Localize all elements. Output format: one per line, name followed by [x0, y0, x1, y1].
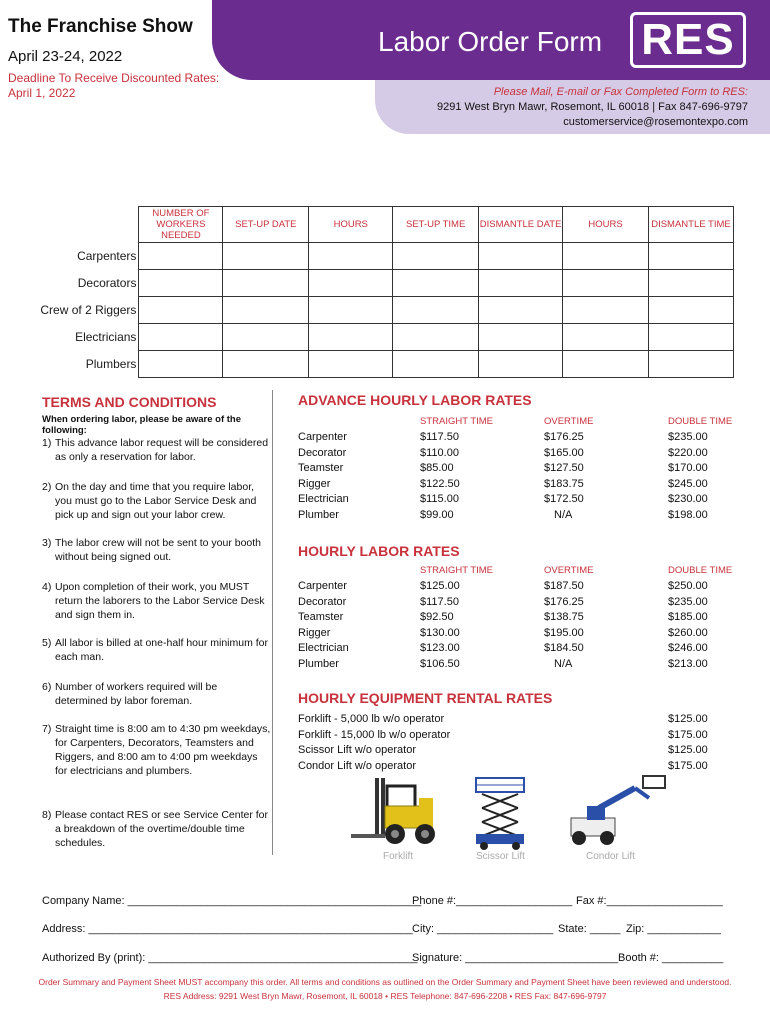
- rate-value: $110.00: [420, 446, 459, 459]
- rate-value: $198.00: [668, 508, 708, 521]
- rate-value: $122.50: [420, 477, 460, 490]
- rate-value: $230.00: [668, 493, 708, 505]
- equipment-item: Scissor Lift w/o operator: [298, 744, 416, 756]
- order-cell-input[interactable]: [393, 297, 479, 324]
- terms-title: TERMS AND CONDITIONS: [42, 394, 217, 410]
- rate-value: $187.50: [544, 580, 584, 592]
- condor-lift-caption: Condor Lift: [586, 851, 635, 862]
- order-cell-input[interactable]: [479, 351, 563, 378]
- order-cell-input[interactable]: [648, 270, 733, 297]
- rate-trade: Rigger: [298, 477, 331, 490]
- term-text: Upon completion of their work, you MUST return the laborers to the Labor Service Desk and sign them in.: [55, 581, 265, 621]
- rate-trade: Carpenter: [298, 580, 347, 592]
- term-number: 7): [42, 723, 52, 735]
- rate-value: $235.00: [668, 431, 708, 443]
- order-cell-input[interactable]: [648, 324, 733, 351]
- order-cell-input[interactable]: [393, 270, 479, 297]
- rate-value: $184.50: [544, 642, 584, 654]
- res-logo-text: RES: [641, 15, 735, 64]
- advance-rates-title: ADVANCE HOURLY LABOR RATES: [298, 392, 532, 408]
- term-number: 2): [42, 481, 52, 493]
- state-field[interactable]: State: _____: [558, 923, 621, 935]
- order-cell-input[interactable]: [479, 297, 563, 324]
- order-cell-input[interactable]: [393, 351, 479, 378]
- rate-trade: Plumber: [298, 508, 339, 521]
- rate-column-header: OVERTIME: [544, 565, 594, 576]
- order-cell-input[interactable]: [223, 351, 309, 378]
- order-cell-input[interactable]: [563, 324, 649, 351]
- rate-value: $165.00: [544, 446, 584, 459]
- equipment-price: $125.00: [668, 744, 708, 756]
- res-logo: [630, 12, 746, 68]
- equipment-price: $125.00: [668, 713, 708, 725]
- col-setup-hours: HOURS: [309, 207, 393, 243]
- order-cell-input[interactable]: [223, 297, 309, 324]
- term-text: Number of workers required will be determined by labor foreman.: [55, 681, 218, 707]
- company-name-field[interactable]: Company Name: ________________________________________________: [42, 895, 422, 907]
- rate-value: $176.25: [544, 431, 584, 443]
- labor-order-table: [38, 206, 734, 378]
- rate-value: $245.00: [668, 477, 708, 490]
- term-text: All labor is billed at one-half hour minimum for each man.: [55, 637, 269, 663]
- rate-column-header: STRAIGHT TIME: [420, 565, 494, 576]
- footer-contact: RES Address: 9291 West Bryn Mawr, Rosemont, IL 60018 • RES Telephone: 847-696-2208 • RES Fax: 847-696-9797: [163, 991, 607, 1001]
- col-dismantle-time: DISMANTLE TIME: [648, 207, 733, 243]
- hourly-rates-title: HOURLY LABOR RATES: [298, 543, 460, 559]
- rate-trade: Plumber: [298, 657, 339, 670]
- order-row: [38, 324, 734, 351]
- term-item: [42, 536, 272, 564]
- condor-lift-icon: [565, 772, 675, 852]
- rate-value: $115.00: [420, 493, 459, 505]
- rate-value: $123.00: [420, 642, 460, 654]
- terms-section: [42, 394, 272, 410]
- forklift-icon: [345, 772, 445, 852]
- order-row-label: Decorators: [38, 270, 139, 297]
- order-cell-input[interactable]: [563, 351, 649, 378]
- equipment-item: Forklift - 5,000 lb w/o operator: [298, 713, 445, 725]
- rate-trade: Electrician: [298, 493, 349, 505]
- order-cell-input[interactable]: [139, 243, 223, 270]
- rate-trade: Decorator: [298, 595, 347, 608]
- order-cell-input[interactable]: [648, 297, 733, 324]
- rate-value: $183.75: [544, 477, 584, 490]
- term-text: The labor crew will not be sent to your booth without being signed out.: [55, 537, 262, 563]
- rate-value: N/A: [554, 508, 573, 521]
- order-cell-input[interactable]: [139, 297, 223, 324]
- equipment-price: $175.00: [668, 728, 708, 741]
- term-number: 3): [42, 537, 52, 549]
- term-text: On the day and time that you require labor, you must go to the Labor Service Desk and pick up and sign out your labor crew.: [55, 481, 257, 521]
- order-cell-input[interactable]: [223, 270, 309, 297]
- order-cell-input[interactable]: [309, 270, 393, 297]
- rate-value: $106.50: [420, 657, 460, 670]
- col-dismantle-date: DISMANTLE DATE: [479, 207, 563, 243]
- order-cell-input[interactable]: [223, 243, 309, 270]
- term-item: [42, 808, 272, 850]
- col-setup-time: SET-UP TIME: [393, 207, 479, 243]
- rate-value: $172.50: [544, 493, 584, 505]
- rate-value: $127.50: [544, 462, 584, 474]
- order-cell-input[interactable]: [309, 324, 393, 351]
- order-cell-input[interactable]: [393, 324, 479, 351]
- order-cell-input[interactable]: [479, 243, 563, 270]
- rate-column-header: STRAIGHT TIME: [420, 416, 494, 427]
- order-row-label: Carpenters: [38, 243, 139, 270]
- city-field[interactable]: City: ___________________: [412, 923, 554, 935]
- rate-value: $176.25: [544, 595, 584, 608]
- order-row: [38, 297, 734, 324]
- rate-trade: Teamster: [298, 462, 344, 474]
- term-number: 8): [42, 809, 52, 821]
- scissor-lift-icon: [470, 774, 530, 852]
- term-item: [42, 580, 272, 622]
- rate-trade: Electrician: [298, 642, 349, 654]
- term-item: [42, 436, 272, 464]
- booth-field[interactable]: Booth #: __________: [618, 952, 724, 964]
- order-cell-input[interactable]: [223, 324, 309, 351]
- rate-value: $250.00: [668, 580, 708, 592]
- term-text: Straight time is 8:00 am to 4:30 pm weekdays, for Carpenters, Decorators, Teamsters and Riggers, and 8:00 am to 4:00 pm weekdays for electricians and plumbers.: [55, 723, 271, 777]
- rate-value: $213.00: [668, 657, 708, 670]
- equipment-item: Forklift - 15,000 lb w/o operator: [298, 728, 451, 741]
- signature-field[interactable]: Signature: _________________________: [412, 952, 619, 964]
- rate-value: $117.50: [420, 595, 459, 608]
- equipment-item: Condor Lift w/o operator: [298, 759, 417, 772]
- order-cell-input[interactable]: [563, 270, 649, 297]
- rate-value: $220.00: [668, 446, 708, 459]
- rate-value: $185.00: [668, 611, 708, 623]
- terms-divider: [272, 390, 273, 855]
- order-cell-input[interactable]: [139, 324, 223, 351]
- rate-trade: Carpenter: [298, 431, 347, 443]
- rate-value: $125.00: [420, 580, 460, 592]
- term-text: This advance labor request will be considered as only a reservation for labor.: [55, 437, 269, 463]
- forklift-caption: Forklift: [383, 851, 413, 862]
- rate-column-header: DOUBLE TIME: [668, 416, 733, 427]
- order-row: [38, 270, 734, 297]
- fax-field[interactable]: Fax #:___________________: [576, 895, 723, 907]
- rate-column-header: DOUBLE TIME: [668, 565, 733, 576]
- rate-value: N/A: [554, 657, 573, 670]
- term-item: [42, 680, 272, 708]
- rate-value: $117.50: [420, 431, 459, 443]
- term-number: 4): [42, 581, 52, 593]
- rate-trade: Rigger: [298, 626, 331, 639]
- term-item: [42, 480, 272, 522]
- order-table-header: [38, 207, 734, 243]
- order-row: [38, 243, 734, 270]
- rate-trade: Decorator: [298, 446, 347, 459]
- contact-email: customerservice@rosemontexpo.com: [563, 116, 748, 128]
- show-title: The Franchise Show: [8, 16, 193, 37]
- rate-column-header: OVERTIME: [544, 416, 594, 427]
- phone-field[interactable]: Phone #:___________________: [412, 895, 573, 907]
- order-cell-input[interactable]: [479, 270, 563, 297]
- rate-trade: Teamster: [298, 611, 344, 623]
- contact-address: 9291 West Bryn Mawr, Rosemont, IL 60018 | Fax 847-696-9797: [436, 101, 748, 113]
- rate-value: $170.00: [668, 462, 708, 474]
- rate-value: $99.00: [420, 508, 454, 521]
- order-cell-input[interactable]: [393, 243, 479, 270]
- term-item: [42, 636, 272, 664]
- order-cell-input[interactable]: [563, 297, 649, 324]
- order-cell-input[interactable]: [648, 351, 733, 378]
- rate-value: $130.00: [420, 626, 460, 639]
- order-cell-input[interactable]: [648, 243, 733, 270]
- col-dismantle-hours: HOURS: [563, 207, 649, 243]
- order-cell-input[interactable]: [563, 243, 649, 270]
- rate-value: $235.00: [668, 595, 708, 608]
- deadline-note: [8, 71, 248, 101]
- rate-value: $92.50: [420, 611, 454, 623]
- show-date: April 23-24, 2022: [8, 48, 123, 65]
- rate-value: $260.00: [668, 626, 708, 639]
- rate-value: $85.00: [420, 462, 454, 474]
- term-item: [42, 722, 272, 778]
- form-title: Labor Order Form: [378, 26, 603, 57]
- zip-field[interactable]: Zip: ____________: [626, 923, 721, 935]
- order-row-label: Crew of 2 Riggers: [38, 297, 139, 324]
- term-number: 6): [42, 681, 52, 693]
- order-cell-input[interactable]: [309, 351, 393, 378]
- term-text: Please contact RES or see Service Center for a breakdown of the overtime/double time schedules.: [55, 809, 269, 849]
- order-row-label: Electricians: [38, 324, 139, 351]
- term-number: 5): [42, 637, 52, 649]
- order-cell-input[interactable]: [309, 297, 393, 324]
- authorized-by-field[interactable]: Authorized By (print): ____________________________________________: [42, 952, 418, 964]
- footer-disclaimer: Order Summary and Payment Sheet MUST accompany this order. All terms and conditions as outlined on the Order Summary and Payment Sheet have been reviewed and understood.: [38, 977, 732, 987]
- rate-value: $138.75: [544, 611, 584, 623]
- deadline-label: Deadline To Receive Discounted Rates:: [8, 71, 220, 85]
- order-row: [38, 351, 734, 378]
- order-table-corner: [38, 207, 139, 243]
- term-number: 1): [42, 437, 52, 449]
- col-workers-needed: NUMBER OF WORKERS NEEDED: [139, 207, 223, 243]
- order-cell-input[interactable]: [139, 351, 223, 378]
- equipment-price: $175.00: [668, 759, 708, 772]
- terms-intro: When ordering labor, please be aware of the following:: [42, 414, 242, 436]
- order-cell-input[interactable]: [479, 324, 563, 351]
- scissor-lift-caption: Scissor Lift: [476, 851, 525, 862]
- rate-value: $195.00: [544, 626, 584, 639]
- equipment-rates-title: HOURLY EQUIPMENT RENTAL RATES: [298, 690, 553, 706]
- order-cell-input[interactable]: [309, 243, 393, 270]
- order-row-label: Plumbers: [38, 351, 139, 378]
- rate-value: $246.00: [668, 642, 708, 654]
- deadline-date: April 1, 2022: [8, 86, 76, 100]
- col-setup-date: SET-UP DATE: [223, 207, 309, 243]
- mail-instruction: Please Mail, E-mail or Fax Completed Form to RES:: [493, 86, 748, 98]
- order-cell-input[interactable]: [139, 270, 223, 297]
- address-field[interactable]: Address: _____________________________________________________: [42, 923, 413, 935]
